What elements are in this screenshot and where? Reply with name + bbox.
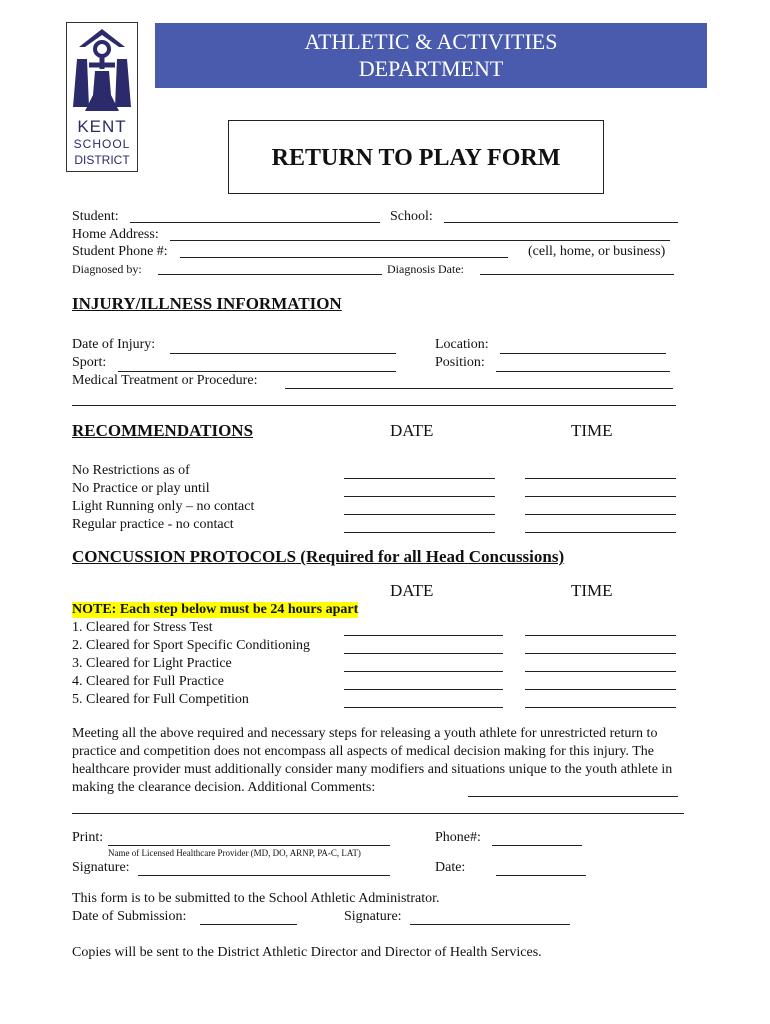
recommendation-item: No Restrictions as of <box>72 463 190 478</box>
date-of-submission-field[interactable] <box>200 924 297 925</box>
provider-date-label: Date: <box>435 860 466 875</box>
form-title: RETURN TO PLAY FORM <box>228 120 604 194</box>
recommendation-date-field[interactable] <box>344 496 495 497</box>
recommendations-date-header: DATE <box>390 421 434 440</box>
diagnosis-date-label: Diagnosis Date: <box>387 262 464 276</box>
concussion-step: 1. Cleared for Stress Test <box>72 620 213 635</box>
provider-phone-label: Phone#: <box>435 830 481 845</box>
concussion-date-field[interactable] <box>344 671 503 672</box>
concussion-step: 3. Cleared for Light Practice <box>72 656 232 671</box>
clearance-statement <box>72 725 692 797</box>
provider-date-field[interactable] <box>496 875 586 876</box>
department-banner <box>155 23 707 88</box>
student-label: Student: <box>72 209 119 224</box>
phone-note: (cell, home, or business) <box>528 244 666 259</box>
additional-comments-field[interactable] <box>468 796 678 797</box>
logo-line-district: DISTRICT <box>74 153 130 167</box>
medical-treatment-label: Medical Treatment or Procedure: <box>72 373 258 388</box>
student-phone-label: Student Phone #: <box>72 244 168 259</box>
concussion-time-field[interactable] <box>525 635 676 636</box>
recommendations-heading: RECOMMENDATIONS <box>72 421 254 440</box>
banner-line-2: DEPARTMENT <box>358 56 504 81</box>
medical-treatment-field-2[interactable] <box>72 405 676 406</box>
submission-signature-field[interactable] <box>410 924 570 925</box>
additional-comments-field-2[interactable] <box>72 813 684 814</box>
concussion-time-field[interactable] <box>525 689 676 690</box>
concussion-step: 2. Cleared for Sport Specific Conditioning <box>72 638 310 653</box>
concussion-date-field[interactable] <box>344 653 503 654</box>
banner-line-1: ATHLETIC & ACTIVITIES <box>304 29 558 54</box>
concussion-heading: CONCUSSION PROTOCOLS (Required for all Head Concussions) <box>72 547 565 566</box>
concussion-time-field[interactable] <box>525 653 676 654</box>
recommendation-item: Light Running only – no contact <box>72 499 255 514</box>
home-address-label: Home Address: <box>72 227 159 242</box>
additional-comments-label: Additional Comments: <box>247 780 376 795</box>
recommendation-item: No Practice or play until <box>72 481 210 496</box>
date-of-injury-field[interactable] <box>170 353 396 354</box>
position-label: Position: <box>435 355 485 370</box>
kent-logo-icon <box>67 25 137 117</box>
student-field[interactable] <box>130 222 380 223</box>
recommendation-date-field[interactable] <box>344 514 495 515</box>
concussion-time-header: TIME <box>571 581 613 600</box>
concussion-date-field[interactable] <box>344 707 503 708</box>
recommendation-time-field[interactable] <box>525 532 676 533</box>
home-address-field[interactable] <box>170 240 670 241</box>
print-label: Print: <box>72 830 104 845</box>
sport-field[interactable] <box>118 371 396 372</box>
submission-signature-label: Signature: <box>344 909 402 924</box>
date-of-injury-label: Date of Injury: <box>72 337 156 352</box>
concussion-step: 4. Cleared for Full Practice <box>72 674 225 689</box>
distribution-note: Copies will be sent to the District Athletic Director and Director of Health Services. <box>72 945 542 960</box>
recommendation-time-field[interactable] <box>525 514 676 515</box>
school-label: School: <box>390 209 433 224</box>
provider-phone-field[interactable] <box>492 845 582 846</box>
concussion-note: NOTE: Each step below must be 24 hours apart <box>72 602 359 617</box>
recommendation-item: Regular practice - no contact <box>72 517 234 532</box>
location-field[interactable] <box>500 353 666 354</box>
logo-line-school: SCHOOL <box>73 137 131 151</box>
provider-name-caption: Name of Licensed Healthcare Provider (MD, DO, ARNP, PA-C, LAT) <box>108 848 361 858</box>
district-logo <box>66 22 138 172</box>
injury-heading: INJURY/ILLNESS INFORMATION <box>72 294 342 313</box>
logo-line-kent: KENT <box>77 117 127 136</box>
recommendation-date-field[interactable] <box>344 478 495 479</box>
school-field[interactable] <box>444 222 678 223</box>
concussion-step: 5. Cleared for Full Competition <box>72 692 249 707</box>
recommendations-time-header: TIME <box>571 421 613 440</box>
concussion-time-field[interactable] <box>525 671 676 672</box>
recommendation-date-field[interactable] <box>344 532 495 533</box>
provider-signature-field[interactable] <box>138 875 390 876</box>
concussion-date-field[interactable] <box>344 689 503 690</box>
medical-treatment-field[interactable] <box>285 388 673 389</box>
recommendation-time-field[interactable] <box>525 496 676 497</box>
student-phone-field[interactable] <box>180 257 508 258</box>
sport-label: Sport: <box>72 355 107 370</box>
recommendation-time-field[interactable] <box>525 478 676 479</box>
location-label: Location: <box>435 337 489 352</box>
diagnosed-by-label: Diagnosed by: <box>72 262 142 276</box>
diagnosis-date-field[interactable] <box>480 274 674 275</box>
position-field[interactable] <box>496 371 670 372</box>
clearance-statement-text: Meeting all the above required and necessary steps for releasing a youth athlete for unrestricted return to practice and competition does not encompass all aspects of medical decision making for this injury. The healthcare provider must additionally consider many modifiers and situations unique to the youth athlete in making the clearance decision. <box>72 726 673 795</box>
provider-signature-label: Signature: <box>72 860 130 875</box>
submission-instruction: This form is to be submitted to the School Athletic Administrator. <box>72 891 440 906</box>
concussion-date-header: DATE <box>390 581 434 600</box>
diagnosed-by-field[interactable] <box>158 274 382 275</box>
date-of-submission-label: Date of Submission: <box>72 909 187 924</box>
concussion-time-field[interactable] <box>525 707 676 708</box>
concussion-date-field[interactable] <box>344 635 503 636</box>
provider-name-field[interactable] <box>108 845 390 846</box>
